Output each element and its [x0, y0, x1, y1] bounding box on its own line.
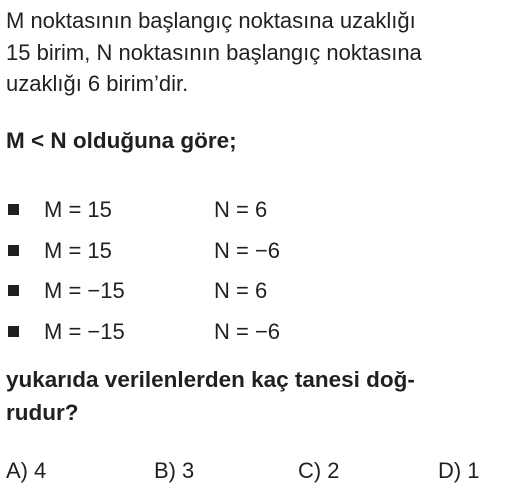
- statement-n-value: N = 6: [214, 197, 268, 222]
- choice-value: 1: [467, 458, 480, 483]
- question-line-2: rudur?: [6, 400, 79, 425]
- statement-list: [6, 190, 406, 352]
- statement-item: [6, 231, 406, 272]
- choice-letter: A): [6, 458, 28, 483]
- statement-m-value: M = −15: [44, 318, 125, 344]
- choice-value: 2: [327, 458, 340, 483]
- square-bullet-icon: [8, 204, 19, 215]
- choice-c[interactable]: [298, 458, 339, 484]
- choice-value: 4: [34, 458, 47, 483]
- statement-m-value: M = −15: [44, 278, 125, 303]
- choice-letter: C): [298, 458, 322, 483]
- question-line-1: yukarıda verilenlerden kaç tanesi doğ-: [6, 367, 415, 392]
- answer-choices: [6, 458, 511, 488]
- question-text: [6, 363, 516, 429]
- statement-m-value: M = 15: [44, 197, 112, 222]
- problem-line-2: 15 birim, N noktasının başlangıç noktasına: [6, 39, 422, 65]
- statement-n-value: N = −6: [214, 318, 281, 344]
- choice-d[interactable]: [438, 458, 479, 484]
- problem-line-3: uzaklığı 6 birim’dir.: [6, 71, 189, 96]
- condition-text: M < N olduğuna göre;: [6, 128, 237, 153]
- statement-n-value: N = −6: [214, 237, 281, 263]
- choice-a[interactable]: [6, 458, 46, 484]
- choice-value: 3: [182, 458, 195, 483]
- statement-m-value: M = 15: [44, 237, 112, 263]
- problem-line-1: M noktasının başlangıç noktasına uzaklığı: [6, 8, 416, 33]
- statement-item: [6, 190, 406, 231]
- square-bullet-icon: [8, 326, 19, 337]
- choice-b[interactable]: [154, 458, 194, 484]
- choice-letter: D): [438, 458, 462, 483]
- square-bullet-icon: [8, 245, 19, 256]
- statement-item: [6, 312, 406, 353]
- problem-statement: [6, 5, 514, 100]
- square-bullet-icon: [8, 285, 19, 296]
- statement-n-value: N = 6: [214, 278, 268, 303]
- choice-letter: B): [154, 458, 176, 483]
- statement-item: [6, 271, 406, 312]
